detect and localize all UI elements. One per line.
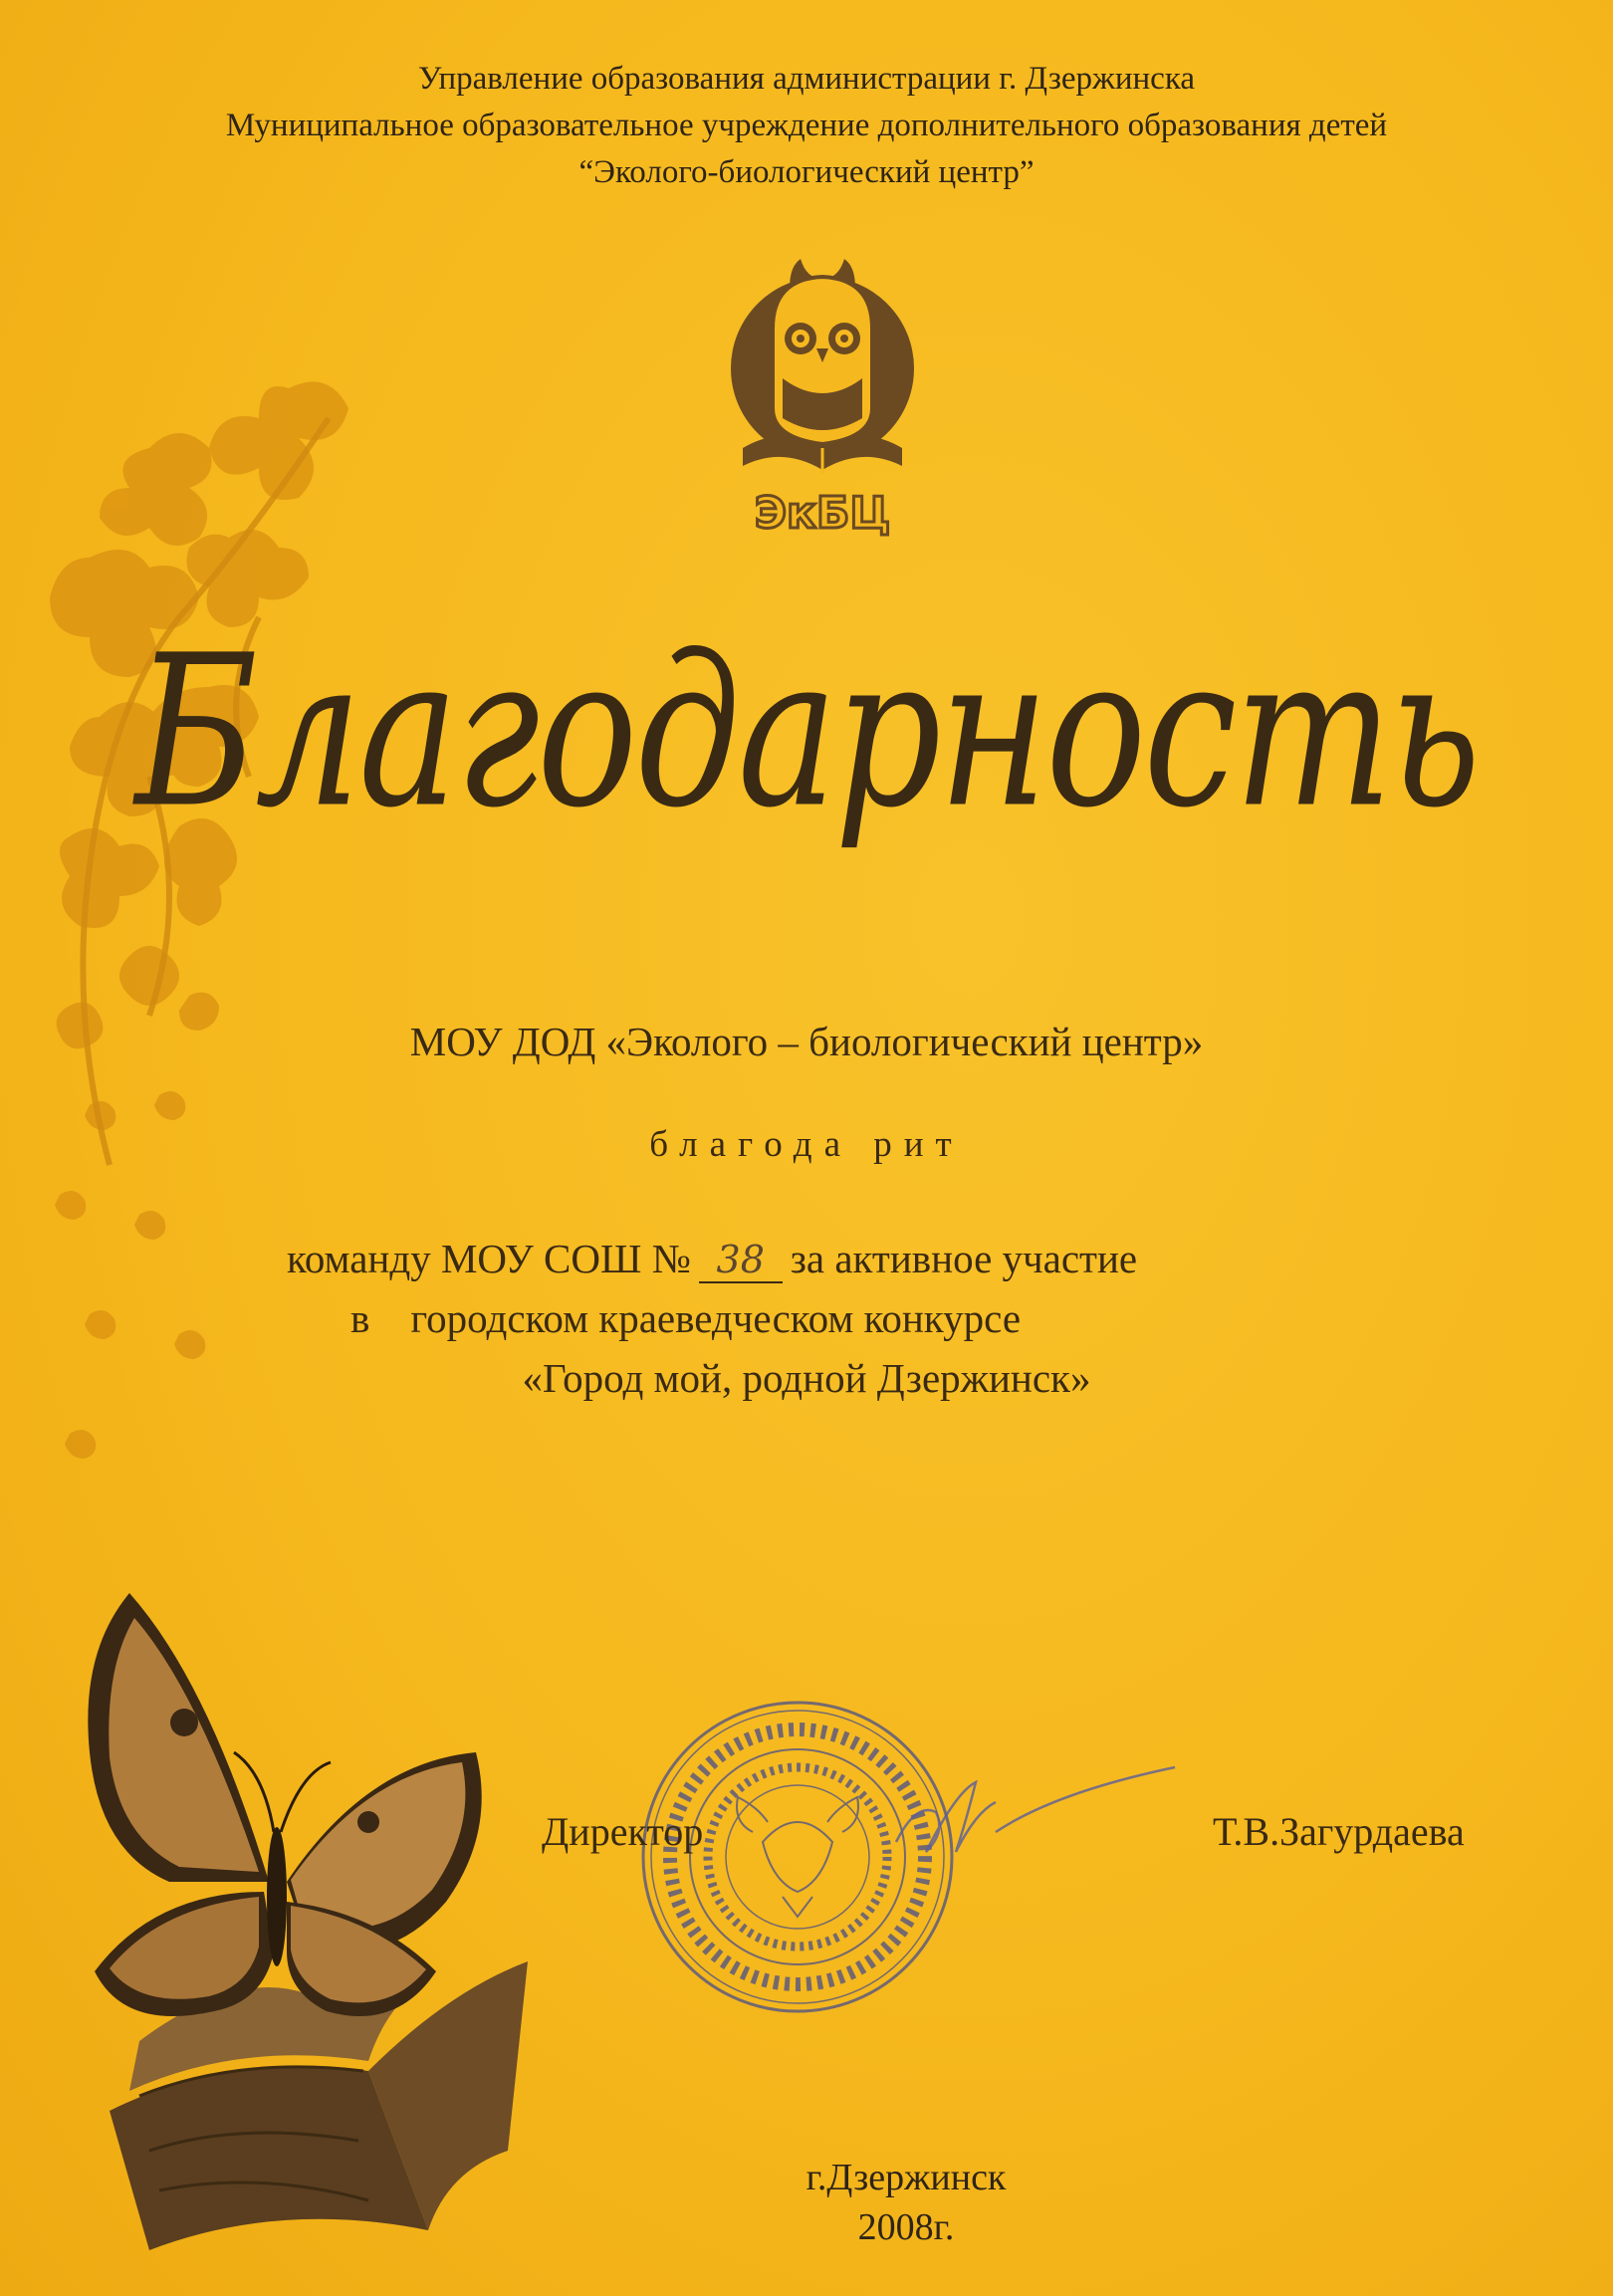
butterfly-on-book-icon — [70, 1553, 587, 2250]
header — [0, 56, 1613, 196]
organization-name: МОУ ДОД «Эколого – биологический центр» — [409, 1019, 1204, 1064]
participation-suffix: за активное участие — [790, 1236, 1138, 1281]
contest-name: «Город мой, родной Дзержинск» — [522, 1355, 1091, 1401]
logo-abbreviation: ЭкБЦ — [754, 488, 891, 538]
thanks-verb: благода рит — [649, 1124, 964, 1165]
body-line-1 — [287, 1235, 1137, 1283]
signatory-name: Т.В.Загурдаева — [1213, 1809, 1465, 1854]
school-number: 38 — [699, 1238, 783, 1283]
header-line-3: “Эколого-биологический центр” — [578, 154, 1035, 190]
header-line-1: Управление образования администрации г. Дзержинска — [418, 61, 1195, 97]
footer — [0, 2153, 1613, 2252]
handwritten-signature-icon — [876, 1762, 1195, 1872]
owl-book-logo-icon — [723, 239, 922, 538]
footer-year: 2008г. — [857, 2206, 955, 2248]
footer-city: г.Дзержинск — [806, 2157, 1007, 2198]
header-line-2: Муниципальное образовательное учреждение дополнительного образования детей — [225, 108, 1388, 143]
body-line-2: в городском краеведческом конкурсе — [350, 1295, 1022, 1341]
team-prefix: команду МОУ СОШ № — [287, 1236, 691, 1281]
signatory-role: Директор — [542, 1809, 704, 1854]
page-title: Благодарность — [134, 609, 1479, 854]
